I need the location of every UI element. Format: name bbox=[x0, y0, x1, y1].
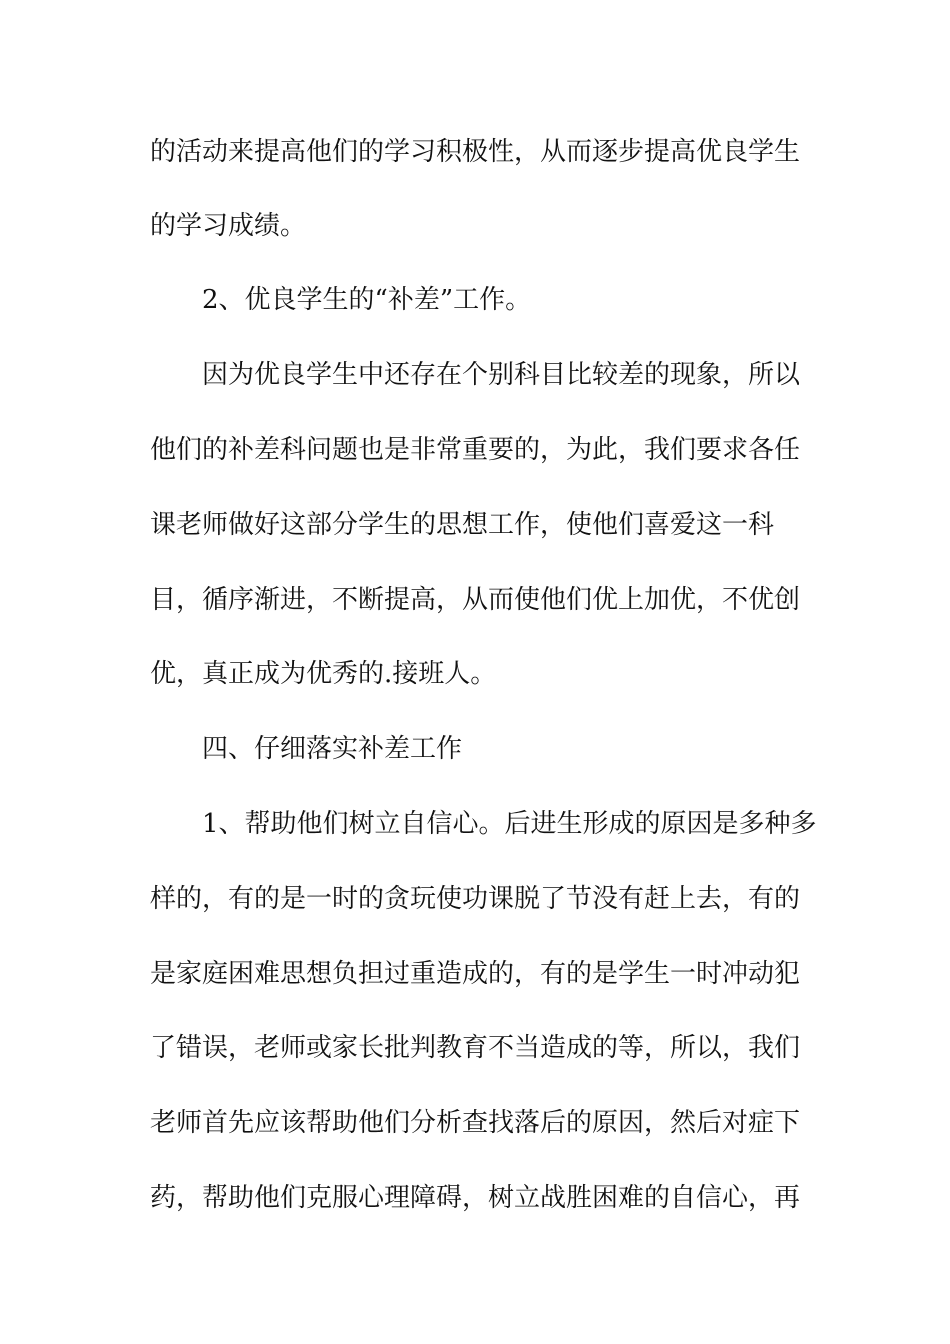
text-line-6: 课老师做好这部分学生的思想工作，使他们喜爱这一科 bbox=[150, 510, 775, 540]
text-line-13: 了错误，老师或家长批判教育不当造成的等，所以，我们 bbox=[150, 1033, 801, 1063]
text-line-11: 样的，有的是一时的贪玩使功课脱了节没有赶上去，有的 bbox=[150, 884, 801, 914]
text-line-14: 老师首先应该帮助他们分析查找落后的原因，然后对症下 bbox=[150, 1108, 801, 1138]
text-line-10: 1、帮助他们树立自信心。后进生形成的原因是多种多 bbox=[202, 809, 817, 839]
text-line-5: 他们的补差科问题也是非常重要的，为此，我们要求各任 bbox=[150, 435, 801, 465]
text-line-15: 药，帮助他们克服心理障碍，树立战胜困难的自信心，再 bbox=[150, 1183, 801, 1213]
text-line-12: 是家庭困难思想负担过重造成的，有的是学生一时冲动犯 bbox=[150, 959, 801, 989]
text-line-7: 目，循序渐进，不断提高，从而使他们优上加优，不优创 bbox=[150, 585, 801, 615]
text-line-2: 的学习成绩。 bbox=[150, 211, 307, 241]
section-heading-2: 2、优良学生的“补差”工作。 bbox=[202, 285, 532, 315]
text-line-1: 的活动来提高他们的学习积极性，从而逐步提高优良学生 bbox=[150, 137, 801, 167]
text-line-4: 因为优良学生中还存在个别科目比较差的现象，所以 bbox=[202, 360, 801, 390]
section-heading-4: 四、仔细落实补差工作 bbox=[202, 734, 463, 764]
text-line-8: 优，真正成为优秀的.接班人。 bbox=[150, 659, 497, 689]
